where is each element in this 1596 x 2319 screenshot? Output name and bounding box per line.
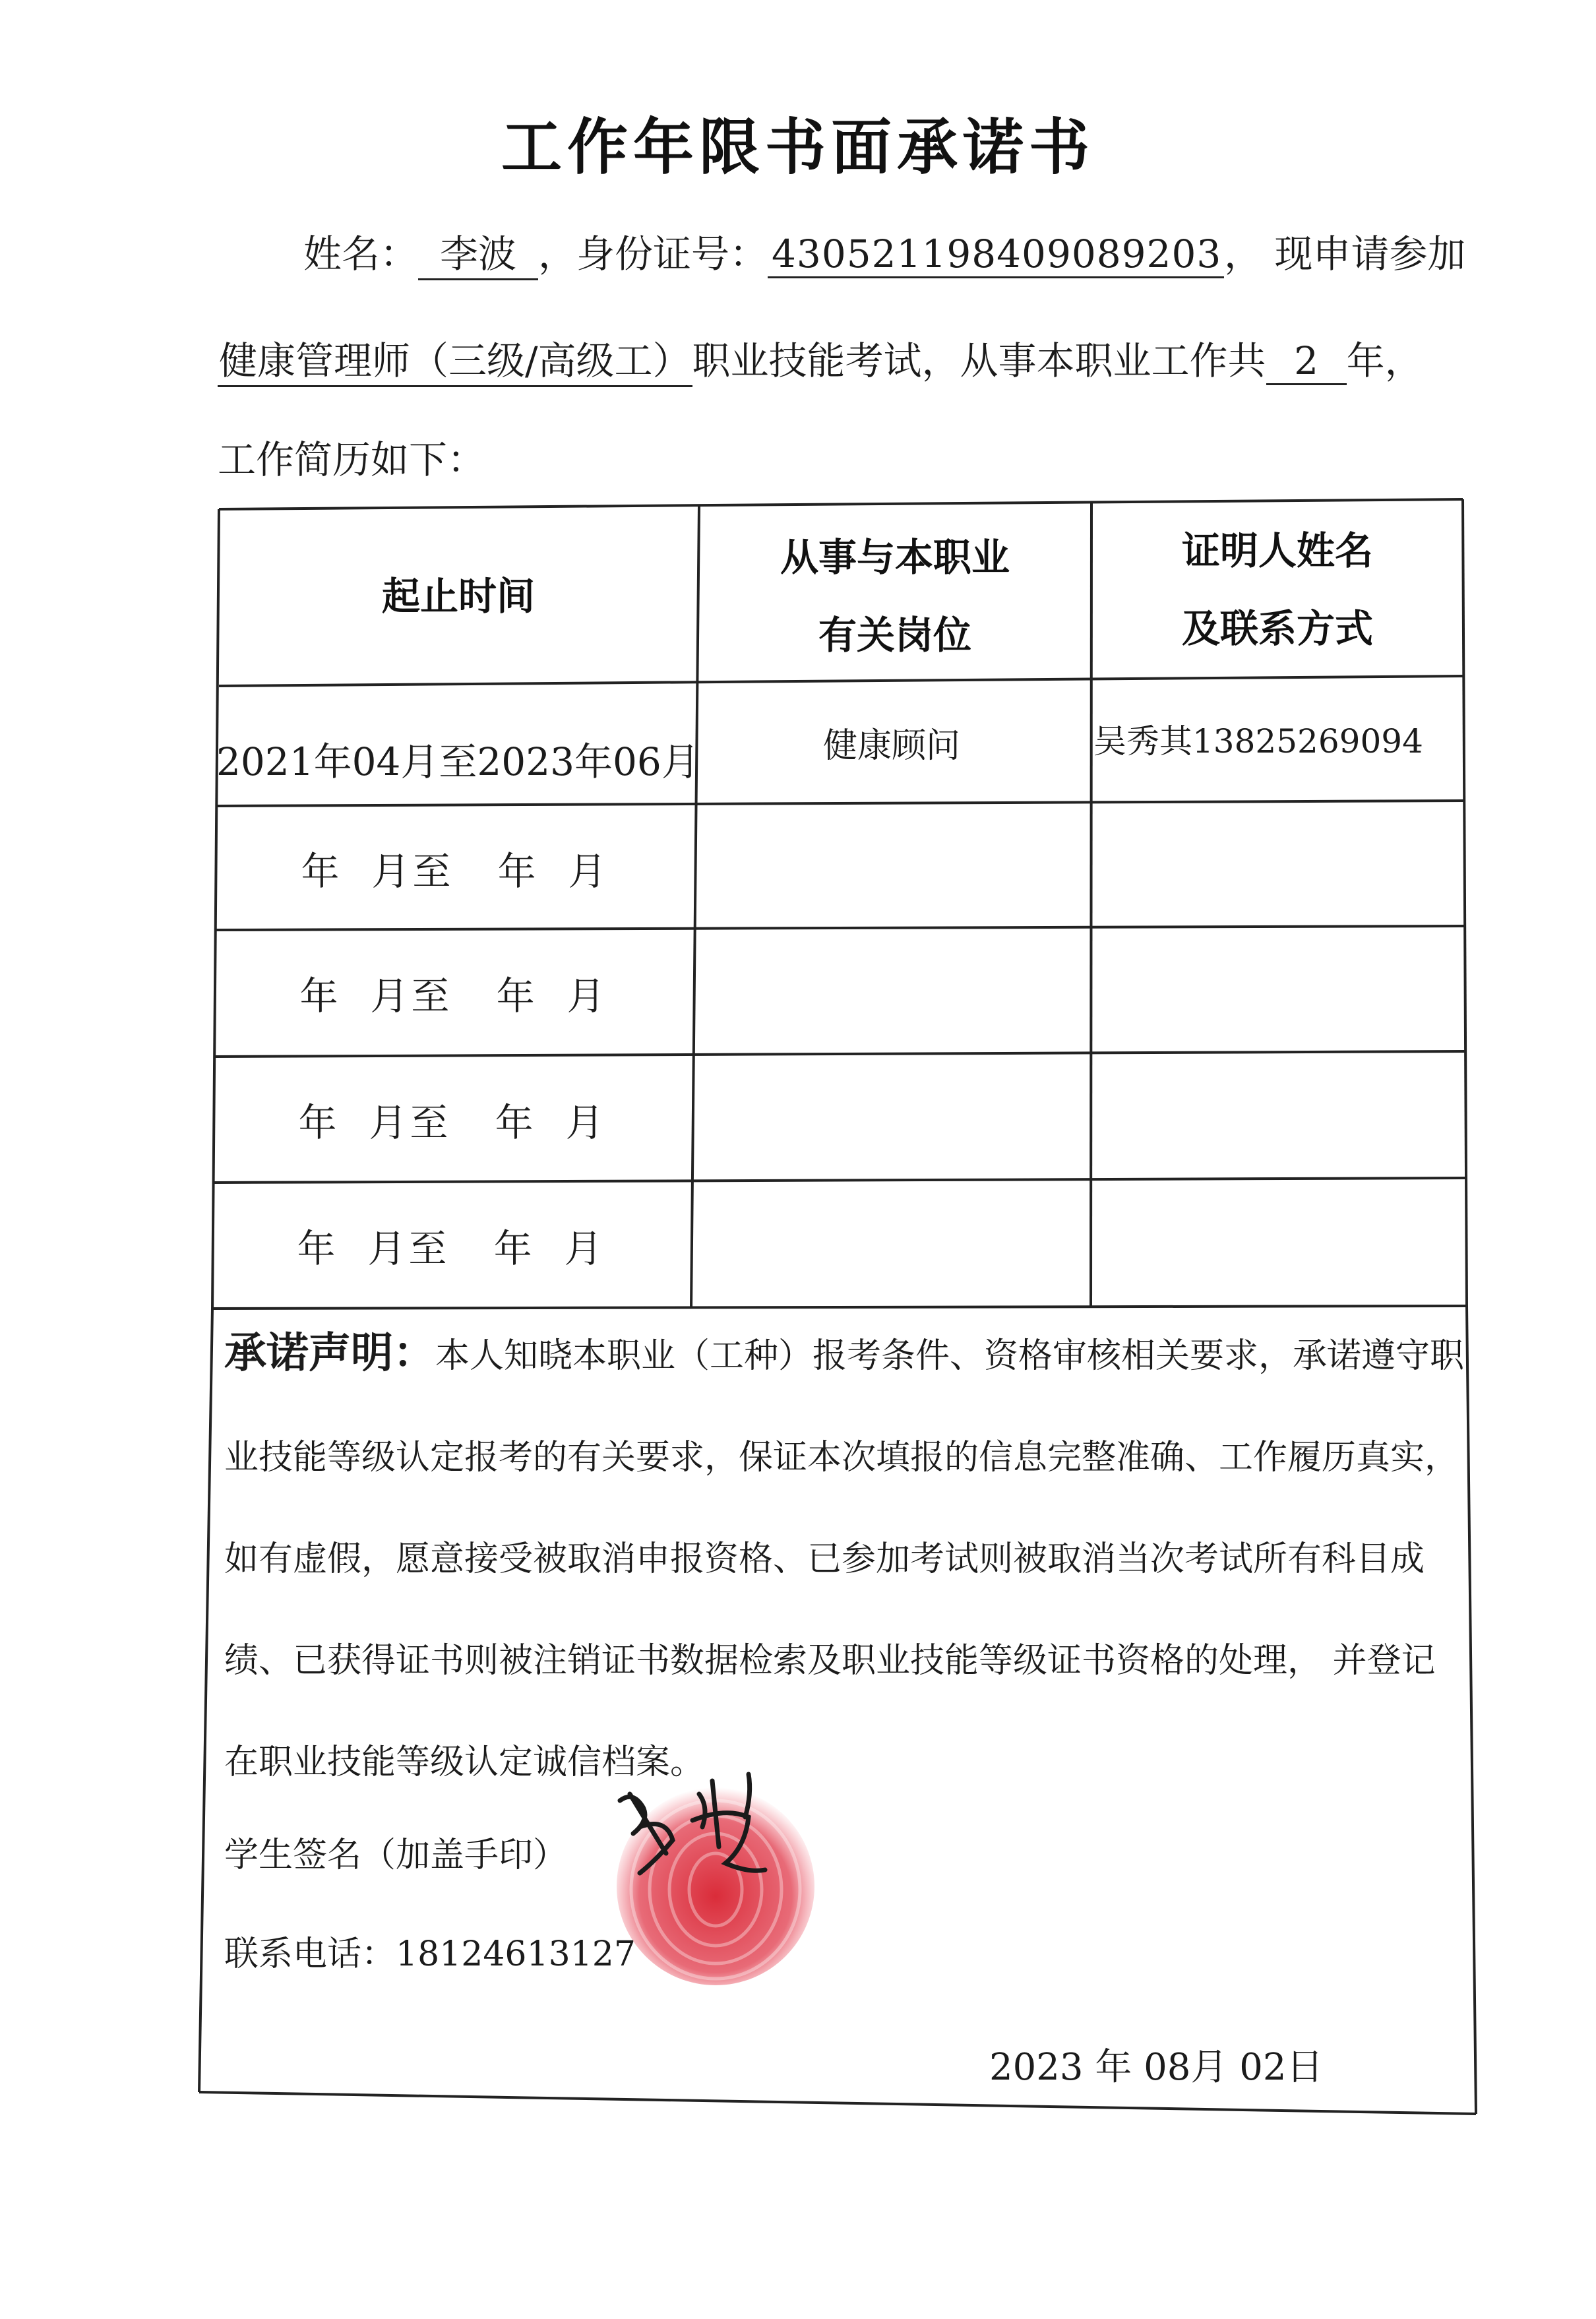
table-row-1-witness: 吴秀其13825269094 — [1093, 722, 1423, 760]
header-position: 从事与本职业 有关岗位 — [780, 535, 1010, 658]
commitment-statement — [224, 1303, 1464, 1813]
exam-suffix: 职业技能考试，从事本职业工作共 — [692, 338, 1266, 383]
table-row-2-period: 年 月至 年 月 — [301, 849, 609, 894]
table-row-5-period: 年 月至 年 月 — [297, 1226, 605, 1271]
table-row-1-position: 健康顾问 — [822, 726, 960, 766]
years-suffix: 年， — [1346, 338, 1423, 383]
date-month-unit: 月 — [1190, 2046, 1228, 2089]
statement-lead: 承诺声明： — [224, 1329, 435, 1378]
header-period: 起止时间 — [381, 574, 535, 619]
id-label: ，身份证号： — [538, 232, 768, 276]
name-value: 李波 — [418, 223, 538, 280]
id-number-value: 430521198409089203 — [768, 232, 1224, 278]
table-row-4-period: 年 月至 年 月 — [298, 1100, 607, 1145]
phone-value: 18124613127 — [396, 1934, 636, 1974]
document-date — [989, 2038, 1323, 2091]
date-month: 08 — [1144, 2046, 1191, 2089]
resume-label: 工作简历如下： — [218, 437, 486, 482]
name-label: 姓名： — [303, 232, 419, 276]
date-year-unit: 年 — [1095, 2046, 1132, 2089]
phone-label: 联系电话： — [224, 1934, 396, 1974]
years-value: 2 — [1266, 338, 1347, 385]
date-day-unit: 日 — [1286, 2046, 1324, 2089]
phone-line — [224, 1926, 636, 1975]
header-witness: 证明人姓名 及联系方式 — [1181, 528, 1373, 651]
exam-name-value: 健康管理师（三级/高级工） — [218, 330, 692, 387]
statement-text: 本人知晓本职业（工种）报考条件、资格审核相关要求，承诺遵守职业技能等级认定报考的有关要求，保证本次填报的信息完整准确、工作履历真实，如有虚假，愿意接受被取消申报资格、已参加考试则被取消当次考试所有科目成绩、已获得证书则被注销证书数据检索及职业技能等级证书资格的处理， 并登记在职业技能等级认定诚信档案。 — [224, 1336, 1465, 1782]
document-title: 工作年限书面承诺书 — [501, 112, 1095, 183]
date-day: 02 — [1239, 2046, 1287, 2089]
date-year: 2023 — [989, 2046, 1084, 2089]
apply-text: ， 现申请参加 — [1224, 232, 1466, 276]
signature-label: 学生签名（加盖手印） — [224, 1836, 568, 1875]
table-row-3-period: 年 月至 年 月 — [299, 974, 608, 1018]
table-row-1-period: 2021年04月至2023年06月 — [216, 739, 700, 784]
